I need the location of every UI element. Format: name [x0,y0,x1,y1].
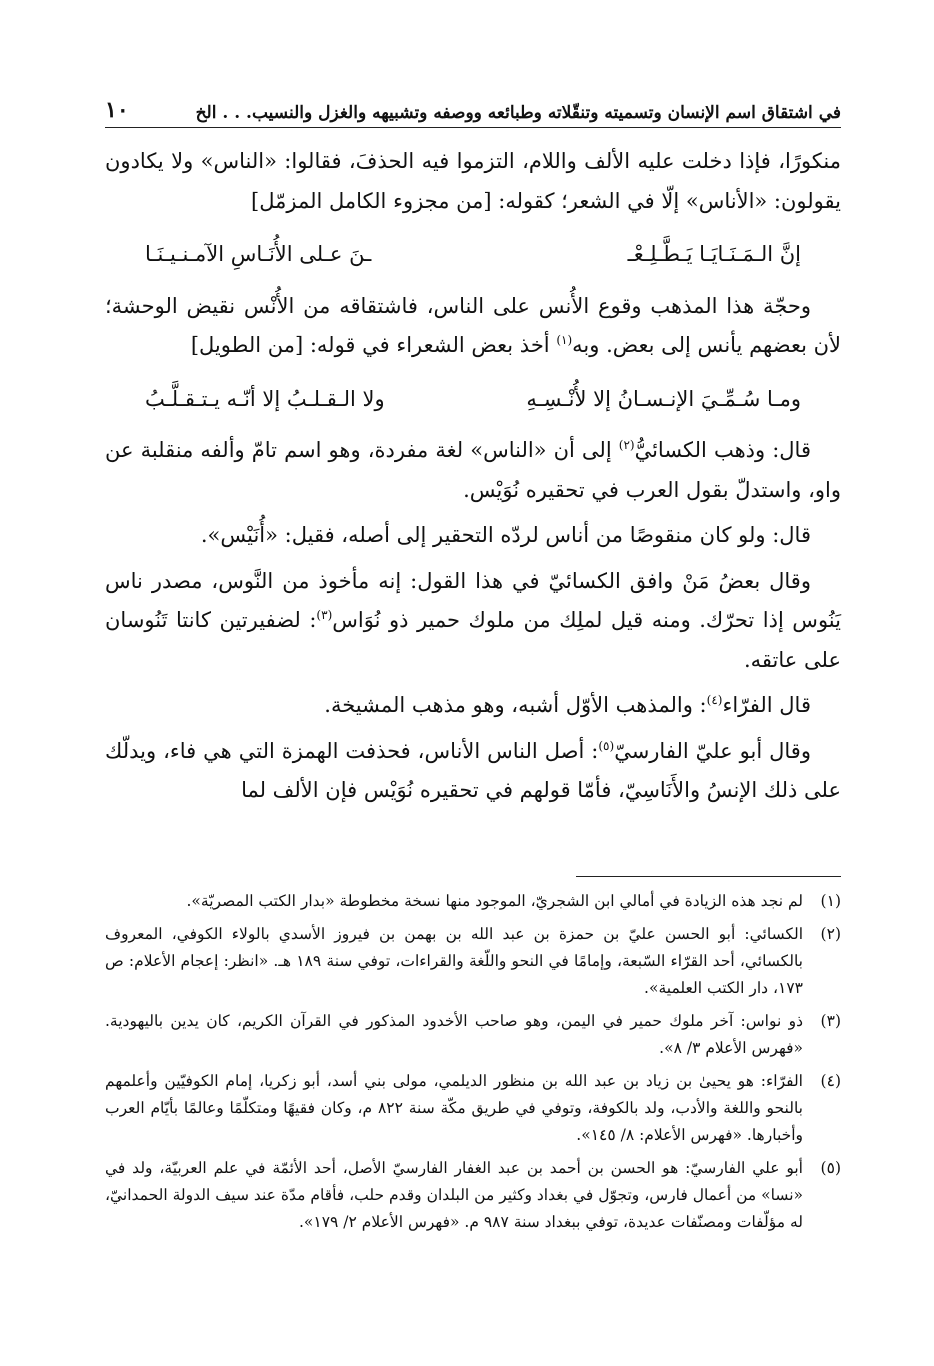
paragraph-5-text-a: وقال بعضُ مَنْ وافق الكسائيّ في هذا القول: إنه مأخوذ من النَّوس، مصدر ناس يَنُوس إذا تحرّك. ومنه قيل لملِك من ملوك حمير ذو نُوَاس [105,568,841,632]
verse-2-first-hemistich: ومـا سُـمِّـيَ الإنـسـانُ إلا لأُنْـسِـهِ [526,386,801,411]
main-text [105,142,841,817]
paragraph-7-text-a: وقال أبو عليّ الفارسيّ [614,738,811,763]
footnote-text: الفرّاء: هو يحيىٰ بن زياد بن عبد الله بن منظور الديلمي، مولى بني أسد، أبو زكريا، إمام الكوفيّين وأعلمهم بالنحو واللغة والأدب، ولد بالكوفة، وتوفي في طريق مكّة سنة ٨٢٢ م، وكان فقيهًا ومتكلّمًا وعالمًا بأيّام العرب وأخبارها. «فهرس الأعلام: ٨/ ١٤٥». [105,1072,803,1144]
verse-1-second-hemistich: ـنَ عـلى الأُنَـاسِ الآمـنـيـنَـا [145,242,372,266]
footnote-text: لم نجد هذه الزيادة في أمالي ابن الشجريّ، الموجود منها نسخة مخطوطة «بدار الكتب المصريّة». [186,892,803,910]
footnote-number: (٣) [820,1012,841,1030]
paragraph-7 [105,732,841,811]
paragraph-5 [105,562,841,681]
footnote-3 [105,1008,841,1062]
paragraph-6 [105,686,841,726]
footnote-ref-2[interactable]: (٢) [618,438,635,452]
verse-2-second-hemistich: ولا الـقـلـبُ إلا أنّـه يـتـقـلَّـبُ [145,386,385,411]
footnote-ref-1[interactable]: (١) [556,333,573,347]
paragraph-2 [105,287,841,366]
footnote-ref-4[interactable]: (٤) [706,693,723,707]
footnote-1 [105,888,841,915]
footnote-2 [105,921,841,1002]
paragraph-6-text-a: قال الفرّاء [722,693,811,717]
footnote-text: أبو علي الفارسيّ: هو الحسن بن أحمد بن عبد الغفار الفارسيّ الأصل، أحد الأئمّة في علم العربيّة، ولد في «نسا» من أعمال فارس، وتجوّل في بغداد وكثير من البلدان وقدم حلب، فأقام مدّة عند سيف الدولة الحمدانيّ، له مؤلّفات ومصنّفات عديدة، توفي ببغداد سنة ٩٨٧ م. «فهرس الأعلام ٢/ ١٧٩». [105,1159,803,1231]
footnote-ref-3[interactable]: (٣) [316,608,333,622]
footnote-text: الكسائي: أبو الحسن عليّ بن حمزة بن عبد الله بن بهمن بن فيروز الأسدي بالولاء الكوفي، المعروف بالكسائي، أحد القرّاء السّبعة، وإمامًا في النحو واللّغة والقراءات، توفي سنة ١٨٩ هـ. «انظر: إعجام الأعلام: ص ١٧٣، دار الكتب العلمية». [105,925,803,997]
page-header [105,92,841,128]
footnote-separator [576,876,841,877]
page-number: ١٠ [105,97,129,123]
footnote-5 [105,1155,841,1236]
paragraph-3-text-a: قال: وذهب الكسائيُّ [634,438,811,462]
paragraph-2-text-a: وحجّة هذا المذهب وقوع الأُنس على الناس، فاشتقاقه من الأُنْس نقيض الوحشة؛ لأن بعضهم يأنس إلى بعض. وبه [105,293,841,357]
running-title: في اشتقاق اسم الإنسان وتسميته وتنقّلاته وطبائعه ووصفه وتشبيهه والغزل والنسيب. . . الخ [195,103,841,123]
paragraph-3-text-b: إلى أن «الناس» لغة مفردة، وهو اسم تامّ وألفه منقلبة عن واو، واستدلّ بقول العرب في تحقيره نُوَيْس. [105,438,841,502]
paragraph-5-text-b: : لضفيرتين كانتا تَنُوسان على عاتقه. [105,608,841,672]
footnote-ref-5[interactable]: (٥) [598,738,615,753]
footnote-text: ذو نواس: آخر ملوك حمير في اليمن، وهو صاحب الأخدود المذكور في القرآن الكريم، كان يدين باليهودية. «فهرس الأعلام ٣/ ٨». [105,1012,803,1057]
footnote-number: (٤) [820,1072,841,1090]
footnote-number: (١) [820,892,841,910]
verse-1-first-hemistich: إنَّ الـمَـنَـايَـا يَـطَّـلِـعْـ [627,242,801,266]
paragraph-1: منكورًا، فإذا دخلت عليه الألف واللام، التزموا فيه الحذفَ، فقالوا: «الناس» ولا يكادون يقولون: «الأناس» إلّا في الشعر؛ كقوله: [من مجزوء الكامل المزمّل] [105,149,841,213]
verse-1 [105,227,841,287]
footnote-number: (٢) [820,925,841,943]
paragraph-3 [105,431,841,510]
paragraph-6-text-b: : والمذهب الأوّل أشبه، وهو مذهب المشيخة. [324,693,707,717]
verse-2 [105,372,841,432]
paragraph-4: قال: ولو كان منقوصًا من أناس لردّه التحقير إلى أصله، فقيل: «أُنَيْس». [200,523,811,547]
footnotes [105,888,841,1242]
footnote-4 [105,1068,841,1149]
paragraph-2-text-b: أخذ بعض الشعراء في قوله: [من الطويل] [190,333,557,357]
paragraph-7-text-b: : أصل الناس الأناس، فحذفت الهمزة التي هي فاء، ويدلّك على ذلك الإنسُ والأَنَاسِيّ، فأمّا قولهم في تحقيره نُوَيْس فإن الألف لما [105,738,841,802]
footnote-number: (٥) [820,1159,841,1177]
